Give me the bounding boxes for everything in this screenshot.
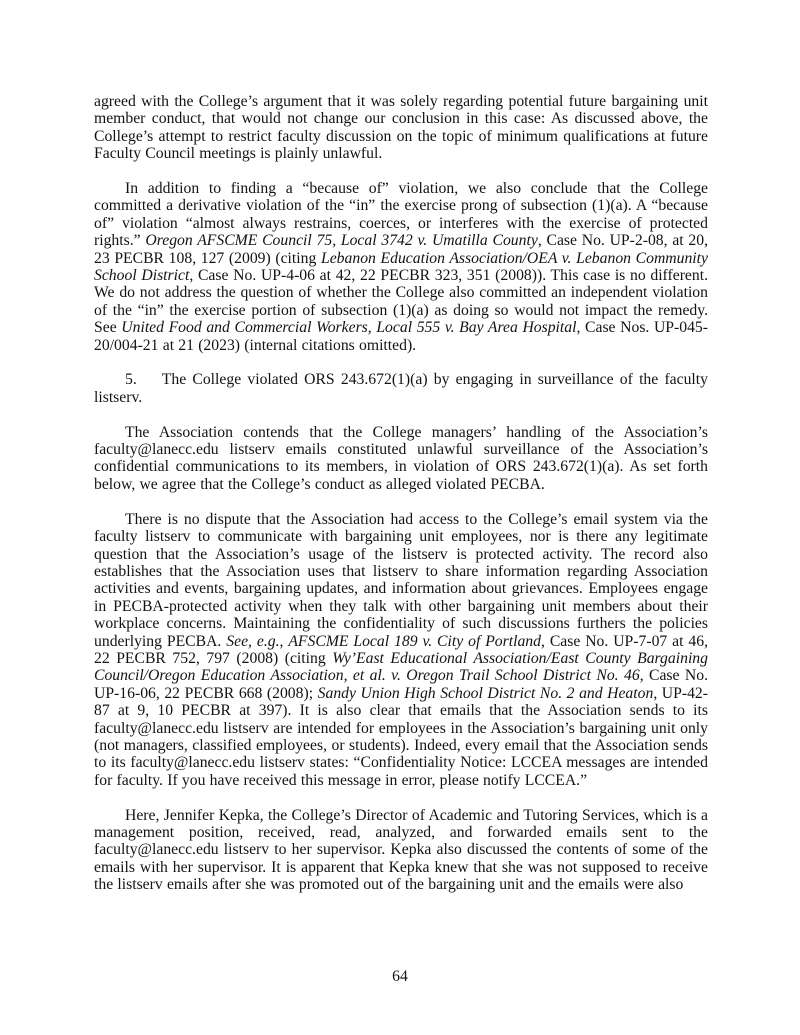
text-run: Wy’East Educational Association/East County Bargaining Council/Oregon Education Association, et al. v. Oregon Trail School District No. 46 [94, 649, 708, 685]
text-run: , UP-42-87 at 9, 10 PECBR at 397). It is also clear that emails that the Association sends to its faculty@lanecc.edu listserv are intended for employees in the Association’s bargaining unit only (not managers, classified employees, or students). Indeed, every email that the Association sends to its faculty@lanecc.edu listserv states: “Confidentiality Notice: LCCEA messages are intended for faculty. If you have received this message in error, please notify LCCEA.” [94, 684, 708, 789]
paragraph-2 [94, 180, 708, 354]
text-run: , Case No. UP-2-08, at 20, 23 PECBR 108, 127 (2009) (citing [94, 232, 709, 267]
text-run: AFSCME Local 189 v. City of Portland [288, 632, 541, 650]
text-run: , [279, 632, 289, 650]
text-run: There is no dispute that the Association had access to the College’s email system via the faculty listserv to communicate with bargaining unit employees, nor is there any legitimate question that the Association’s usage of the listserv is protected activity. The record also establishes that the Association uses that listserv to share information regarding Association activities and events, bargaining updates, and information about grievances. Employees engage in PECBA-protected activity when they talk with other bargaining unit members about their workplace concerns. Maintaining the confidentiality of such discussions furthers the policies underlying PECBA. [94, 510, 708, 650]
paragraph-5 [94, 511, 708, 790]
text-run: 5. [125, 371, 137, 389]
text-run: See, e.g. [226, 632, 280, 650]
text-run: , Case No. UP-4-06 at 42, 22 PECBR 323, 351 (2008)). This case is no different. We do not address the question of whether the College also committed an independent violation of the “in” the exercise portion of subsection (1)(a) as doing so would not impact the remedy. See [94, 267, 708, 337]
text-run: The College violated ORS 243.672(1)(a) by engaging in surveillance of the faculty listserv. [94, 371, 708, 406]
text-run: , Case No. UP-7-07 at 46, 22 PECBR 752, 797 (2008) (citing [94, 632, 708, 667]
text-run: , Case Nos. UP-045-20/004-21 at 21 (2023) (internal citations omitted). [94, 319, 708, 354]
paragraph-4 [94, 424, 708, 494]
text-run: The Association contends that the College managers’ handling of the Association’s faculty@lanecc.edu listserv emails constituted unlawful surveillance of the Association’s confidential communications to its members, in violation of ORS 243.672(1)(a). As set forth below, we agree that the College’s conduct as alleged violated PECBA. [94, 423, 708, 493]
page-footer [0, 968, 800, 985]
text-run: Oregon AFSCME Council 75, Local 3742 v. Umatilla County [145, 232, 538, 250]
paragraph-6 [94, 807, 708, 894]
paragraph-3 [94, 371, 708, 406]
text-run: Lebanon Education Association/OEA v. Lebanon Community School District [94, 249, 708, 285]
text-run: agreed with the College’s argument that it was solely regarding potential future bargaining unit member conduct, that would not change our conclusion in this case: As discussed above, the College’s attempt to restrict faculty discussion on the topic of minimum qualifications at future Faculty Council meetings is plainly unlawful. [94, 93, 708, 163]
text-run: United Food and Commercial Workers, Local 555 v. Bay Area Hospital [121, 319, 577, 337]
text-run: In addition to finding a “because of” violation, we also conclude that the College committed a derivative violation of the “in” the exercise prong of subsection (1)(a). A “because of” violation “almost always restrains, coerces, or interferes with the exercise of protected rights.” [94, 180, 708, 250]
page-number: 64 [392, 968, 408, 985]
text-run: , Case No. UP-16-06, 22 PECBR 668 (2008); [94, 667, 708, 702]
text-run: Here, Jennifer Kepka, the College’s Director of Academic and Tutoring Services, which is a management position, received, read, analyzed, and forwarded emails sent to the faculty@lanecc.edu listserv to her supervisor. Kepka also discussed the contents of some of the emails with her supervisor. It is apparent that Kepka knew that she was not supposed to receive the listserv emails after she was promoted out of the bargaining unit and the emails were also [94, 806, 708, 894]
text-run: Sandy Union High School District No. 2 and Heaton [317, 684, 654, 702]
document-body [94, 93, 708, 911]
paragraph-1 [94, 93, 708, 163]
